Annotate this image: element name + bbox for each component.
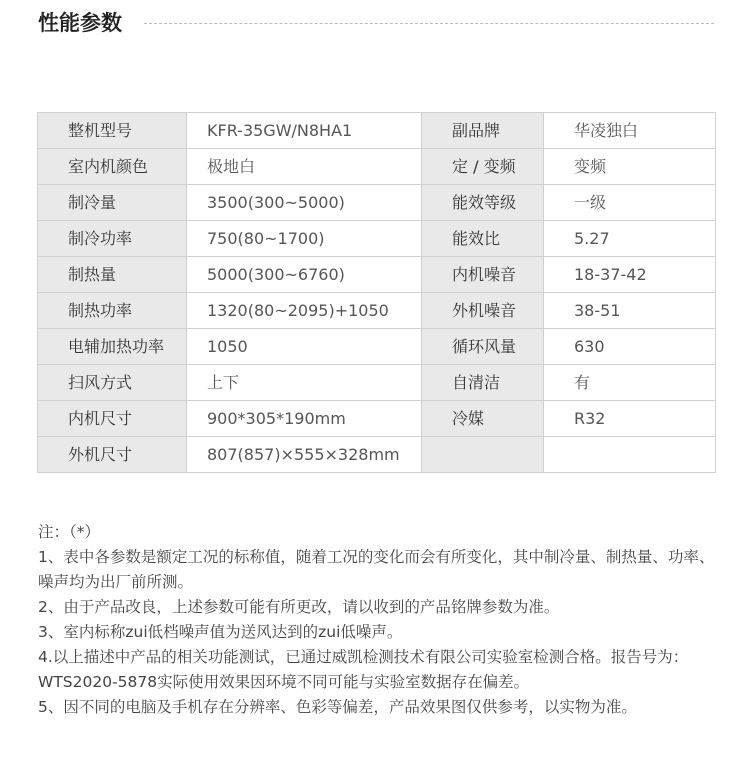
spec-value: 一级: [544, 185, 716, 221]
spec-label: 扫风方式: [38, 365, 187, 401]
table-row: [38, 113, 716, 149]
table-row: [38, 329, 716, 365]
spec-value: 5000(300~6760): [187, 257, 422, 293]
spec-value: 630: [544, 329, 716, 365]
spec-value: [544, 437, 716, 473]
spec-label: 制热功率: [38, 293, 187, 329]
notes-section: [38, 520, 718, 720]
spec-label: 内机尺寸: [38, 401, 187, 437]
spec-label: 能效比: [422, 221, 544, 257]
spec-label: 冷媒: [422, 401, 544, 437]
table-row: [38, 149, 716, 185]
table-row: [38, 401, 716, 437]
spec-table: [37, 112, 716, 473]
spec-value: 3500(300~5000): [187, 185, 422, 221]
table-row: [38, 293, 716, 329]
spec-label: 制冷功率: [38, 221, 187, 257]
spec-label: 副品牌: [422, 113, 544, 149]
spec-label: 定 / 变频: [422, 149, 544, 185]
spec-value: 807(857)×555×328mm: [187, 437, 422, 473]
note-item: 5、因不同的电脑及手机存在分辨率、色彩等偏差，产品效果图仅供参考，以实物为准。: [38, 698, 637, 716]
spec-label: 制热量: [38, 257, 187, 293]
spec-value: 1050: [187, 329, 422, 365]
spec-label: 制冷量: [38, 185, 187, 221]
spec-label: [422, 437, 544, 473]
section-header: [38, 8, 714, 38]
note-item: 1、表中各参数是额定工况的标称值，随着工况的变化而会有所变化，其中制冷量、制热量、功率、噪声均为出厂前所测。: [38, 548, 715, 591]
spec-value: 900*305*190mm: [187, 401, 422, 437]
spec-label: 室内机颜色: [38, 149, 187, 185]
title-divider: [144, 23, 714, 24]
table-row: [38, 221, 716, 257]
section-title: 性能参数: [38, 11, 122, 35]
spec-value: KFR-35GW/N8HA1: [187, 113, 422, 149]
spec-value: 5.27: [544, 221, 716, 257]
spec-value: 上下: [187, 365, 422, 401]
spec-label: 内机噪音: [422, 257, 544, 293]
spec-value: 极地白: [187, 149, 422, 185]
spec-value: R32: [544, 401, 716, 437]
table-row: [38, 185, 716, 221]
note-item: 3、室内标称zui低档噪声值为送风达到的zui低噪声。: [38, 623, 403, 641]
note-item: 4.以上描述中产品的相关功能测试，已通过威凯检测技术有限公司实验室检测合格。报告号为：WTS2020-5878实际使用效果因环境不同可能与实验室数据存在偏差。: [38, 648, 689, 691]
spec-value: 华凌独白: [544, 113, 716, 149]
spec-label: 电辅加热功率: [38, 329, 187, 365]
spec-value: 38-51: [544, 293, 716, 329]
spec-value: 1320(80~2095)+1050: [187, 293, 422, 329]
note-item: 2、由于产品改良，上述参数可能有所更改，请以收到的产品铭牌参数为准。: [38, 598, 560, 616]
spec-value: 18-37-42: [544, 257, 716, 293]
spec-label: 外机噪音: [422, 293, 544, 329]
spec-label: 整机型号: [38, 113, 187, 149]
table-row: [38, 365, 716, 401]
spec-value: 750(80~1700): [187, 221, 422, 257]
spec-value: 变频: [544, 149, 716, 185]
table-row: [38, 257, 716, 293]
spec-label: 自清洁: [422, 365, 544, 401]
notes-heading: 注：（*）: [38, 523, 101, 541]
spec-label: 循环风量: [422, 329, 544, 365]
spec-label: 能效等级: [422, 185, 544, 221]
spec-label: 外机尺寸: [38, 437, 187, 473]
table-row: [38, 437, 716, 473]
spec-value: 有: [544, 365, 716, 401]
